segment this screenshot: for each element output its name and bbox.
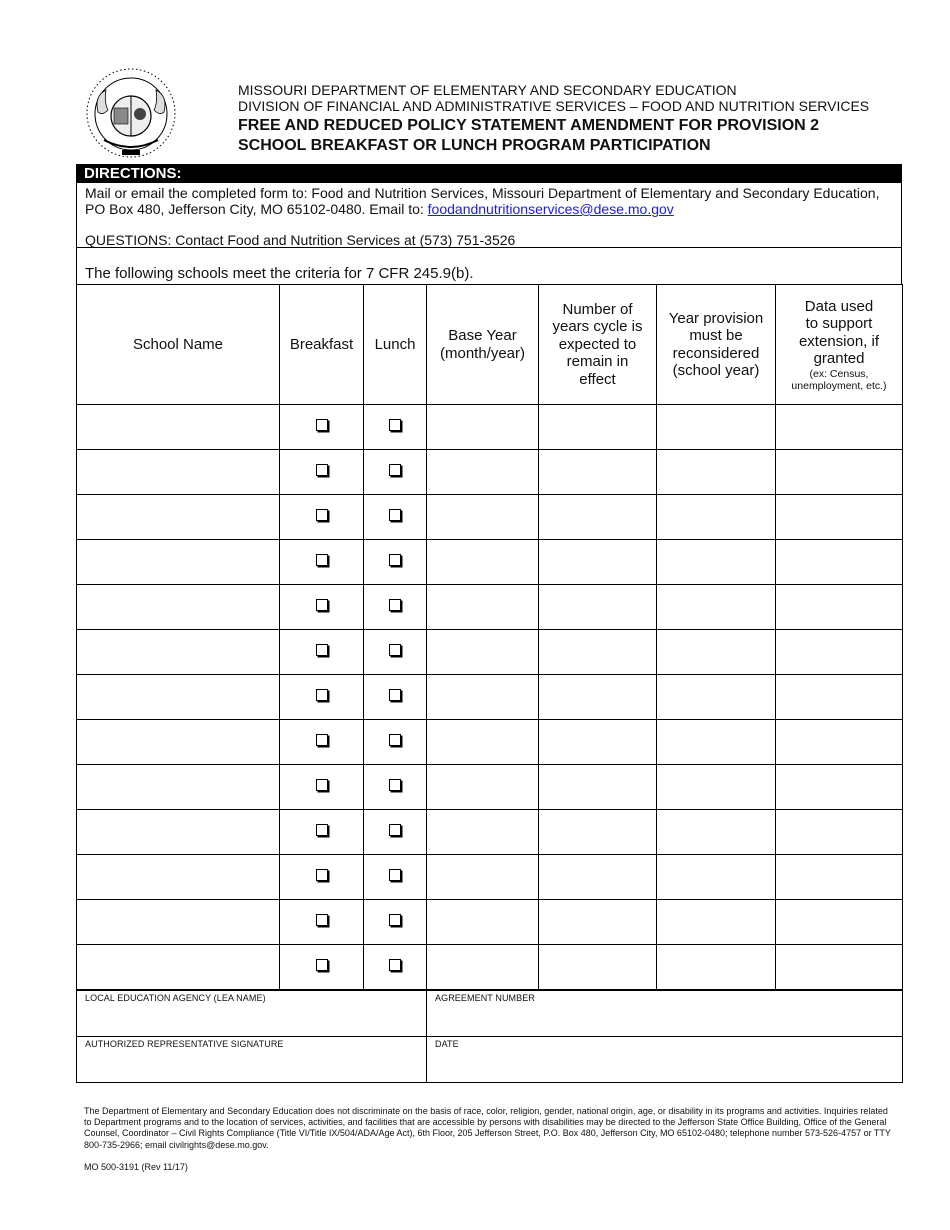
non-discrimination-statement: The Department of Elementary and Secondary Education does not discriminate on the basis of race, color, religion, gender, national origin, age, or disability in its programs and activities. Inquiries related to Department programs and to the location of services, activities, and facilities that are accessible by persons with disabilities may be directed to the Jefferson State Office Building, Office of the General Counsel, Coordinator – Civil Rights Compliance (Title VI/Title IX/504/ADA/Age Act), 6th Floor, 205 Jefferson Street, P.O. Box 480, Jefferson City, MO 65102-0480; telephone number 573-526-4757 or TTY 800-735-2966; email civilrights@dese.mo.gov. [84, 1106, 891, 1150]
data-used-cell[interactable] [776, 720, 903, 765]
breakfast-checkbox[interactable] [316, 689, 328, 701]
table-row [77, 585, 903, 630]
lunch-checkbox[interactable] [389, 554, 401, 566]
division-name: DIVISION OF FINANCIAL AND ADMINISTRATIVE SERVICES – FOOD AND NUTRITION SERVICES [238, 98, 870, 114]
base-year-cell[interactable] [427, 495, 539, 540]
base-year-cell[interactable] [427, 720, 539, 765]
data-used-cell[interactable] [776, 945, 903, 990]
base-year-cell[interactable] [427, 675, 539, 720]
years-cycle-cell[interactable] [539, 720, 657, 765]
base-year-cell[interactable] [427, 405, 539, 450]
table-row [77, 900, 903, 945]
reconsidered-cell[interactable] [657, 450, 776, 495]
col-data-used [776, 285, 903, 405]
lunch-cell[interactable] [364, 900, 427, 945]
criteria-statement: The following schools meet the criteria for 7 CFR 245.9(b). [76, 248, 902, 284]
reconsidered-cell[interactable] [657, 405, 776, 450]
breakfast-cell[interactable] [280, 630, 364, 675]
breakfast-cell[interactable] [280, 450, 364, 495]
directions-body: Mail or email the completed form to: Food and Nutrition Services, Missouri Department of Elementary and Secondary Education, PO Box 480, Jefferson City, MO 65102-0480. Email to: [85, 185, 880, 217]
reconsidered-cell[interactable] [657, 495, 776, 540]
table-row [77, 765, 903, 810]
breakfast-checkbox[interactable] [316, 419, 328, 431]
data-used-cell[interactable] [776, 540, 903, 585]
col-data-used-label: Data used to support extension, if granted [798, 297, 880, 367]
lunch-checkbox[interactable] [389, 419, 401, 431]
lunch-cell[interactable] [364, 585, 427, 630]
school-name-cell[interactable] [77, 630, 280, 675]
lunch-checkbox[interactable] [389, 644, 401, 656]
years-cycle-cell[interactable] [539, 585, 657, 630]
directions-text [85, 185, 893, 217]
breakfast-checkbox[interactable] [316, 869, 328, 881]
lunch-checkbox[interactable] [389, 689, 401, 701]
years-cycle-cell[interactable] [539, 630, 657, 675]
breakfast-checkbox[interactable] [316, 734, 328, 746]
school-name-cell[interactable] [77, 855, 280, 900]
years-cycle-cell[interactable] [539, 450, 657, 495]
col-breakfast: Breakfast [280, 285, 364, 405]
breakfast-checkbox[interactable] [316, 914, 328, 926]
lunch-cell[interactable] [364, 765, 427, 810]
breakfast-checkbox[interactable] [316, 464, 328, 476]
breakfast-cell[interactable] [280, 720, 364, 765]
reconsidered-cell[interactable] [657, 720, 776, 765]
breakfast-cell[interactable] [280, 810, 364, 855]
years-cycle-cell[interactable] [539, 765, 657, 810]
table-row [77, 720, 903, 765]
directions-heading: DIRECTIONS: [76, 164, 902, 183]
breakfast-cell[interactable] [280, 540, 364, 585]
breakfast-checkbox[interactable] [316, 959, 328, 971]
reconsidered-cell[interactable] [657, 855, 776, 900]
breakfast-checkbox[interactable] [316, 644, 328, 656]
date-label: DATE [435, 1039, 459, 1049]
breakfast-cell[interactable] [280, 900, 364, 945]
schools-table [76, 284, 903, 990]
breakfast-checkbox[interactable] [316, 599, 328, 611]
breakfast-checkbox[interactable] [316, 824, 328, 836]
form-title-line1: FREE AND REDUCED POLICY STATEMENT AMENDMENT FOR PROVISION 2 [238, 117, 820, 134]
table-row [77, 495, 903, 540]
lunch-checkbox[interactable] [389, 509, 401, 521]
col-data-used-note: (ex: Census, unemployment, etc.) [791, 367, 887, 392]
provision-2-form [76, 164, 902, 1083]
lunch-checkbox[interactable] [389, 824, 401, 836]
base-year-cell[interactable] [427, 630, 539, 675]
form-number: MO 500-3191 (Rev 11/17) [84, 1162, 188, 1172]
table-row [77, 855, 903, 900]
school-name-cell[interactable] [77, 900, 280, 945]
data-used-cell[interactable] [776, 855, 903, 900]
years-cycle-cell[interactable] [539, 945, 657, 990]
years-cycle-cell[interactable] [539, 855, 657, 900]
school-name-cell[interactable] [77, 450, 280, 495]
table-row [77, 405, 903, 450]
reconsidered-cell[interactable] [657, 900, 776, 945]
table-row [77, 945, 903, 990]
school-name-cell[interactable] [77, 585, 280, 630]
lunch-cell[interactable] [364, 405, 427, 450]
base-year-cell[interactable] [427, 810, 539, 855]
directions-box [76, 183, 902, 248]
base-year-cell[interactable] [427, 450, 539, 495]
reconsidered-cell[interactable] [657, 945, 776, 990]
signature-block [76, 990, 903, 1083]
lunch-cell[interactable] [364, 540, 427, 585]
base-year-cell[interactable] [427, 900, 539, 945]
lunch-checkbox[interactable] [389, 959, 401, 971]
form-title-line2: SCHOOL BREAKFAST OR LUNCH PROGRAM PARTICIPATION [238, 137, 711, 154]
years-cycle-cell[interactable] [539, 540, 657, 585]
years-cycle-cell[interactable] [539, 900, 657, 945]
lunch-cell[interactable] [364, 675, 427, 720]
data-used-cell[interactable] [776, 630, 903, 675]
table-row [77, 810, 903, 855]
table-row [77, 540, 903, 585]
reconsidered-cell[interactable] [657, 585, 776, 630]
agreement-number-label: AGREEMENT NUMBER [435, 993, 535, 1003]
breakfast-cell[interactable] [280, 765, 364, 810]
base-year-cell[interactable] [427, 855, 539, 900]
base-year-cell[interactable] [427, 585, 539, 630]
school-name-cell[interactable] [77, 405, 280, 450]
questions-text: QUESTIONS: Contact Food and Nutrition Services at (573) 751-3526 [85, 232, 516, 248]
school-name-cell[interactable] [77, 945, 280, 990]
reconsidered-cell[interactable] [657, 630, 776, 675]
table-row [77, 450, 903, 495]
reconsidered-cell[interactable] [657, 540, 776, 585]
school-name-cell[interactable] [77, 765, 280, 810]
signature-field[interactable] [77, 1037, 427, 1083]
data-used-cell[interactable] [776, 405, 903, 450]
school-name-cell[interactable] [77, 495, 280, 540]
lunch-checkbox[interactable] [389, 599, 401, 611]
school-name-cell[interactable] [77, 675, 280, 720]
base-year-cell[interactable] [427, 540, 539, 585]
lunch-cell[interactable] [364, 495, 427, 540]
base-year-cell[interactable] [427, 945, 539, 990]
years-cycle-cell[interactable] [539, 675, 657, 720]
lunch-cell[interactable] [364, 450, 427, 495]
col-reconsidered [657, 285, 776, 405]
agreement-number-field[interactable] [427, 991, 903, 1037]
breakfast-cell[interactable] [280, 675, 364, 720]
data-used-cell[interactable] [776, 675, 903, 720]
school-name-cell[interactable] [77, 810, 280, 855]
data-used-cell[interactable] [776, 810, 903, 855]
table-row [77, 630, 903, 675]
col-base-year-label: Base Year (month/year) [439, 327, 526, 362]
years-cycle-cell[interactable] [539, 810, 657, 855]
lunch-checkbox[interactable] [389, 734, 401, 746]
col-base-year [427, 285, 539, 405]
school-name-cell[interactable] [77, 720, 280, 765]
reconsidered-cell[interactable] [657, 675, 776, 720]
years-cycle-cell[interactable] [539, 405, 657, 450]
lea-name-label: LOCAL EDUCATION AGENCY (LEA NAME) [85, 993, 266, 1003]
col-years-cycle-label: Number of years cycle is expected to remain in effect [552, 300, 643, 388]
date-field[interactable] [427, 1037, 903, 1083]
lunch-checkbox[interactable] [389, 914, 401, 926]
data-used-cell[interactable] [776, 765, 903, 810]
reconsidered-cell[interactable] [657, 810, 776, 855]
breakfast-checkbox[interactable] [316, 554, 328, 566]
lunch-checkbox[interactable] [389, 464, 401, 476]
lunch-cell[interactable] [364, 720, 427, 765]
col-lunch: Lunch [364, 285, 427, 405]
department-name: MISSOURI DEPARTMENT OF ELEMENTARY AND SECONDARY EDUCATION [238, 82, 737, 98]
lunch-cell[interactable] [364, 630, 427, 675]
col-reconsidered-label: Year provision must be reconsidered (school year) [668, 309, 764, 379]
lea-name-field[interactable] [77, 991, 427, 1037]
email-link[interactable]: foodandnutritionservices@dese.mo.gov [427, 201, 674, 217]
lunch-checkbox[interactable] [389, 869, 401, 881]
data-used-cell[interactable] [776, 495, 903, 540]
lunch-cell[interactable] [364, 855, 427, 900]
breakfast-cell[interactable] [280, 585, 364, 630]
table-header-row [77, 285, 903, 405]
breakfast-cell[interactable] [280, 945, 364, 990]
data-used-cell[interactable] [776, 900, 903, 945]
lunch-checkbox[interactable] [389, 779, 401, 791]
base-year-cell[interactable] [427, 765, 539, 810]
signature-label: AUTHORIZED REPRESENTATIVE SIGNATURE [85, 1039, 284, 1049]
breakfast-cell[interactable] [280, 405, 364, 450]
reconsidered-cell[interactable] [657, 765, 776, 810]
school-name-cell[interactable] [77, 540, 280, 585]
breakfast-checkbox[interactable] [316, 509, 328, 521]
data-used-cell[interactable] [776, 585, 903, 630]
state-seal-logo [84, 66, 178, 160]
table-row [77, 675, 903, 720]
breakfast-cell[interactable] [280, 855, 364, 900]
col-years-cycle [539, 285, 657, 405]
data-used-cell[interactable] [776, 450, 903, 495]
breakfast-checkbox[interactable] [316, 779, 328, 791]
years-cycle-cell[interactable] [539, 495, 657, 540]
lunch-cell[interactable] [364, 945, 427, 990]
col-school-name: School Name [77, 285, 280, 405]
breakfast-cell[interactable] [280, 495, 364, 540]
lunch-cell[interactable] [364, 810, 427, 855]
